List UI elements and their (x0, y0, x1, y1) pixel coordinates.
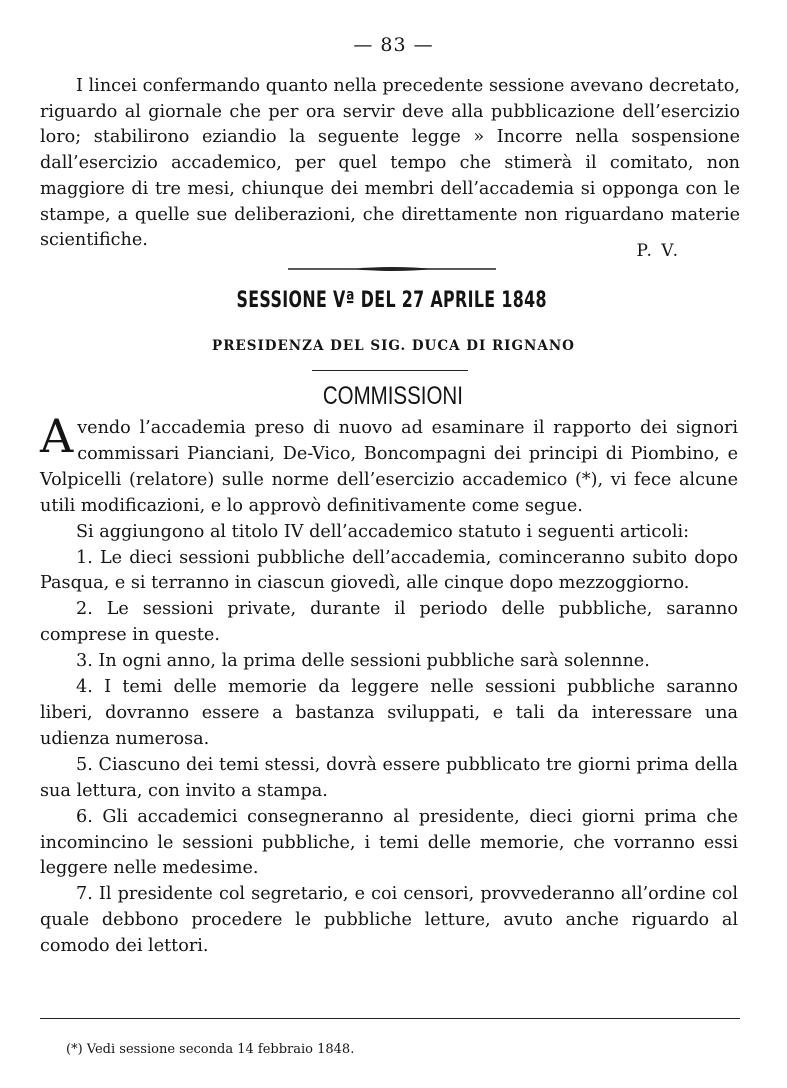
intro-paragraph: I lincei confermando quanto nella precedente sessione avevano decretato, riguardo al giornale che per ora servir deve alla pubblicazione dell’esercizio loro; stabilirono eziandio la seguente legge » Incorre nella sospensione dall’esercizio accademico, per quel tempo che stimerà il comitato, non maggiore di tre mesi, chiunque dei membri dell’accademia si opponga con le stampe, a quelle sue deliberazioni, che direttamente non riguardano materie scientifiche. (40, 76, 740, 251)
article-7: 7. Il presidente col segretario, e coi censori, provvederanno all’ordine col quale debbono procedere le pubbliche letture, avuto anche riguardo al comodo dei lettori. (40, 884, 738, 957)
presidency-line: PRESIDENZA DEL SIG. DUCA DI RIGNANO (212, 338, 575, 354)
main-body (40, 409, 738, 960)
ornamental-divider (288, 266, 496, 272)
article-6: 6. Gli accademici consegneranno al presidente, dieci giorni prima che incomincino le sessioni pubbliche, i temi delle memorie, che vorranno essi leggere nelle medesime. (40, 806, 738, 879)
article-2: 2. Le sessioni private, durante il periodo delle pubbliche, saranno comprese in queste. (40, 599, 738, 646)
footnote-rule (40, 1018, 740, 1019)
session-title: SESSIONE Vª DEL 27 APRILE 1848 (236, 288, 547, 313)
signature: P. V. (636, 241, 680, 261)
drop-cap: A (40, 409, 74, 463)
footnote: (*) Vedi sessione seconda 14 febbraio 1848. (66, 1042, 355, 1057)
intro-section (40, 74, 740, 254)
page-number: — 83 — (353, 34, 434, 56)
short-rule (312, 370, 468, 371)
section-heading: COMMISSIONI (322, 382, 463, 410)
first-paragraph-text: vendo l’accademia preso di nuovo ad esaminare il rapporto dei signori commissari Pianciani, De-Vico, Boncompagni dei principi di Piombino, e Volpicelli (relatore) sulle norme dell’esercizio accademico (*), vi fece alcune utili modificazioni, e lo approvò definitivamente come segue. (40, 418, 738, 516)
article-4: 4. I temi delle memorie da leggere nelle sessioni pubbliche saranno liberi, dovranno essere a bastanza sviluppati, e tali da interessare una udienza numerosa. (40, 677, 738, 749)
article-3: 3. In ogni anno, la prima delle sessioni pubbliche sarà solennne. (76, 651, 650, 672)
articles-intro: Si aggiungono al titolo IV dell’accademico statuto i seguenti articoli: (76, 521, 690, 542)
article-1: 1. Le dieci sessioni pubbliche dell’accademia, cominceranno subito dopo Pasqua, e si terranno in ciascun giovedì, alle cinque dopo mezzoggiorno. (40, 547, 738, 594)
article-5: 5. Ciascuno dei temi stessi, dovrà essere pubblicato tre giorni prima della sua lettura, con invito a stampa. (40, 754, 738, 801)
first-paragraph (40, 409, 738, 520)
